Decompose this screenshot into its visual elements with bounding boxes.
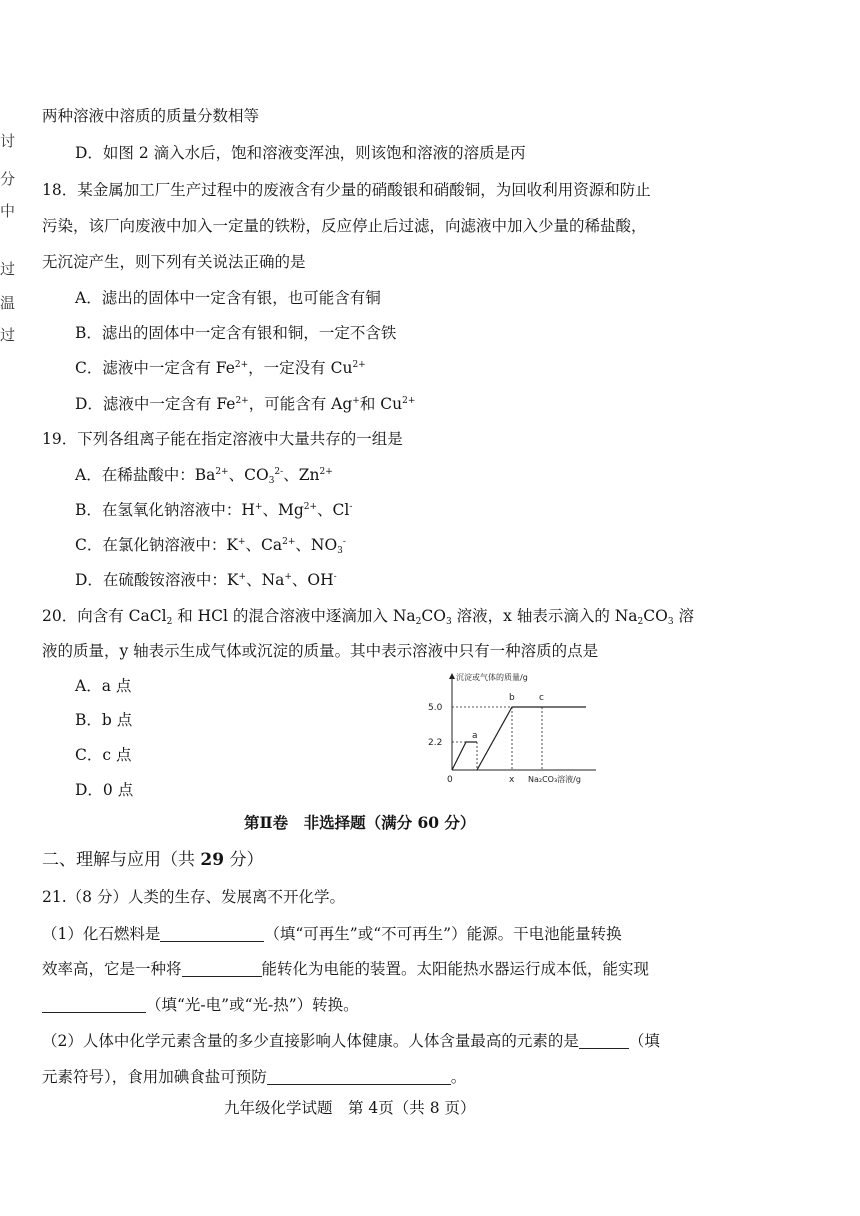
q21-part1-line3: （填“光-电”或“光-热”）转换。	[42, 995, 359, 1015]
q19-option-b: B．在氢氧化钠溶液中：H+、$Mg^{2+}$、Cl-	[75, 501, 353, 519]
point-b-label: b	[509, 693, 515, 703]
answer-blank-4[interactable]	[579, 1032, 629, 1049]
origin-label: 0	[447, 775, 453, 785]
q18-stem-line2: 污染，该厂向废液中加入一定量的铁粉，反应停止后过滤，向滤液中加入少量的稀盐酸，	[42, 217, 647, 235]
y-tick-5: 5.0	[428, 703, 443, 713]
x-tick-x: x	[509, 775, 515, 785]
q20-stem-line1: 20．向含有 CaCl$_2$ 和 HCl 的混合溶液中逐滴加入 $Na_2CO_3$ 溶液，x 轴表示滴入的 $Na_2CO_3$ 溶	[42, 607, 695, 627]
margin-mark: 温	[0, 294, 16, 312]
margin-mark: 讨	[0, 132, 16, 150]
q20-option-a: A．a 点	[75, 677, 132, 695]
precipitate-curve	[477, 707, 586, 770]
margin-mark: 中	[0, 202, 16, 220]
x-axis-label: Na₂CO₃溶液/g	[528, 775, 581, 784]
q18-option-a: A．滤出的固体中一定含有银，也可能含有铜	[75, 289, 381, 307]
section2-title: 二、理解与应用（共 29 分）	[42, 850, 264, 870]
q20-stem-line2: 液的质量，y 轴表示生成气体或沉淀的质量。其中表示溶液中只有一种溶质的点是	[42, 642, 599, 660]
q19-option-d: D．在硫酸铵溶液中：K+、Na+、OH-	[75, 571, 337, 589]
q20-graph	[418, 670, 598, 790]
q18-option-c: C．滤液中一定含有 $Fe^{2+}$，一定没有 $Cu^{2+}$	[75, 359, 366, 377]
q21-stem: 21.（8 分）人类的生存、发展离不开化学。	[42, 888, 345, 906]
q18-option-d: D．滤液中一定含有 $Fe^{2+}$，可能含有 Ag+和 $Cu^{2+}$	[75, 395, 416, 413]
margin-mark: 过	[0, 260, 16, 278]
q17-continuation: 两种溶液中溶质的质量分数相等	[42, 107, 260, 125]
q20-option-d: D．0 点	[75, 781, 134, 799]
page-footer: 九年级化学试题 第 4页（共 8 页）	[224, 1099, 476, 1117]
q21-part2-line1: （2）人体中化学元素含量的多少直接影响人体健康。人体含量最高的元素的是 （填	[42, 1032, 660, 1050]
answer-blank-5[interactable]	[267, 1068, 451, 1085]
q18-option-b: B．滤出的固体中一定含有银和铜，一定不含铁	[75, 324, 397, 342]
q17-option-d: D．如图 2 滴入水后，饱和溶液变浑浊，则该饱和溶液的溶质是丙	[75, 144, 526, 162]
q19-option-a: A．在稀盐酸中：$Ba^{2+}$、$CO_3^{2-}$、$Zn^{2+}$	[75, 466, 333, 486]
answer-blank-2[interactable]	[182, 960, 262, 977]
q21-part2-line2: 元素符号），食用加碘食盐可预防 。	[42, 1068, 467, 1086]
q20-option-b: B．b 点	[75, 711, 133, 729]
q20-option-c: C．c 点	[75, 746, 132, 764]
margin-mark: 分	[0, 170, 16, 188]
q20-graph-svg	[418, 670, 598, 790]
y-tick-2-2: 2.2	[428, 738, 443, 748]
y-axis-label: 沉淀或气体的质量/g	[456, 673, 528, 682]
q18-stem-line1: 18．某金属加工厂生产过程中的废液含有少量的硝酸银和硝酸铜，为回收利用资源和防止	[42, 181, 651, 199]
part2-header: 第Ⅱ卷 非选择题（满分 60 分）	[244, 813, 476, 832]
q21-part1-line1: （1）化石燃料是 （填“可再生”或“不可再生”）能源。干电池能量转换	[42, 925, 622, 943]
q18-stem-line3: 无沉淀产生，则下列有关说法正确的是	[42, 253, 306, 271]
answer-blank-3[interactable]	[42, 996, 146, 1013]
answer-blank-1[interactable]	[160, 925, 264, 942]
gas-curve	[452, 742, 477, 770]
q21-part1-line2: 效率高，它是一种将 能转化为电能的装置。太阳能热水器运行成本低，能实现	[42, 960, 650, 978]
q19-option-c: C．在氯化钠溶液中：K+、$Ca^{2+}$、$NO_3^-$	[75, 536, 346, 556]
margin-mark: 过	[0, 326, 16, 344]
point-c-label: c	[539, 693, 544, 703]
point-a-label: a	[472, 731, 478, 741]
y-axis-arrow	[449, 673, 455, 679]
q19-stem: 19．下列各组离子能在指定溶液中大量共存的一组是	[42, 430, 403, 448]
